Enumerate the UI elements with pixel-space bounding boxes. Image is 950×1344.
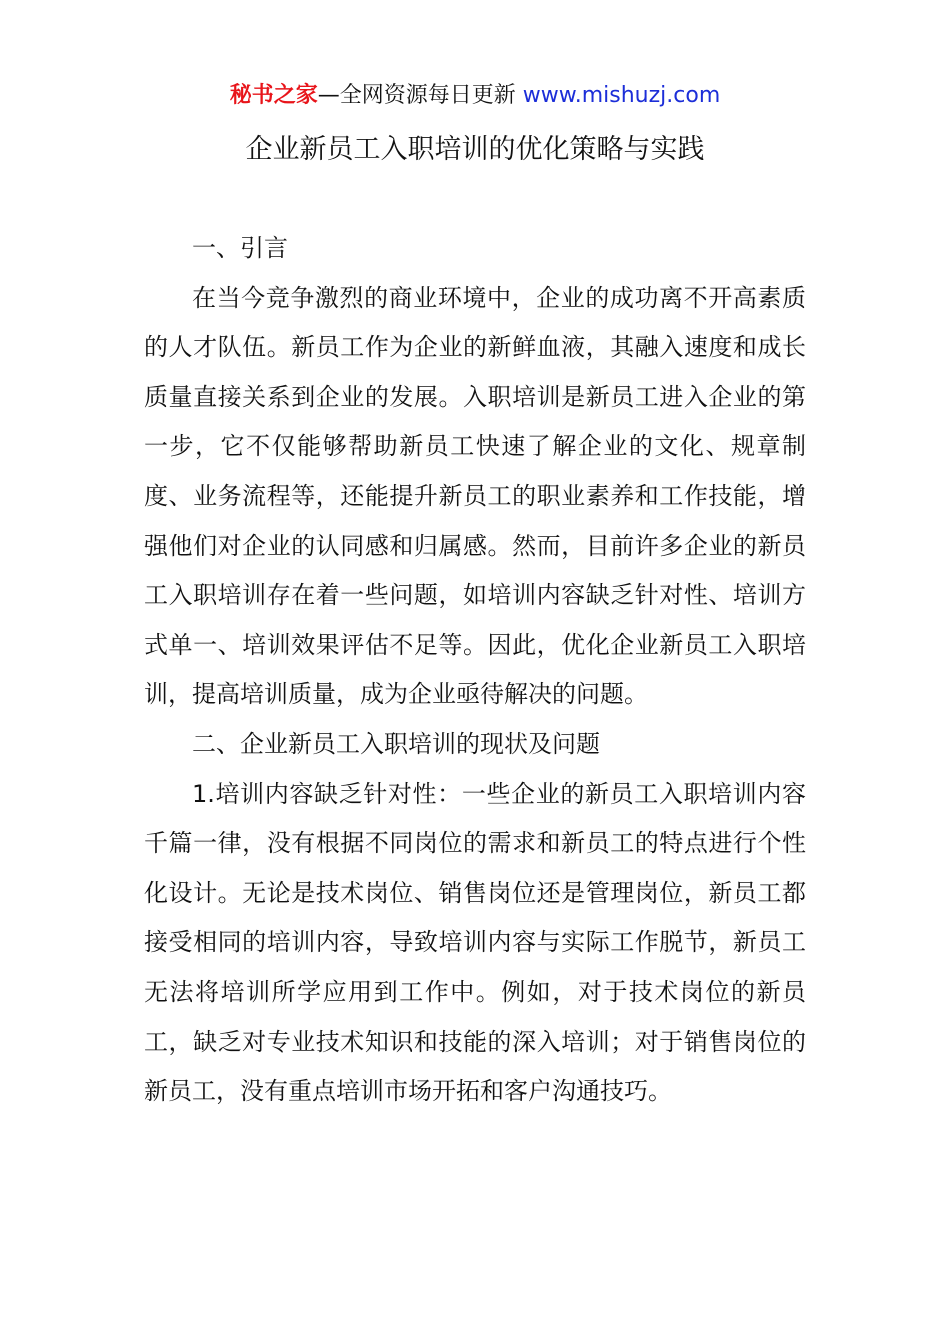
document-title: 企业新员工入职培训的优化策略与实践 (245, 134, 705, 165)
section-paragraph-status: 1.培训内容缺乏针对性：一些企业的新员工入职培训内容千篇一律，没有根据不同岗位的需求和新员工的特点进行个性化设计。无论是技术岗位、销售岗位还是管理岗位，新员工都接受相同的培训内容，导致培训内容与实际工作脱节，新员工无法将培训所学应用到工作中。例如，对于技术岗位的新员工，缺乏对专业技术知识和技能的深入培训；对于销售岗位的新员工，没有重点培训市场开拓和客户沟通技巧。 (144, 779, 806, 1106)
site-brand: 秘书之家 (229, 83, 318, 108)
section-heading-intro: 一、引言 (192, 234, 288, 262)
section-paragraph-intro: 在当今竞争激烈的商业环境中，企业的成功离不开高素质的人才队伍。新员工作为企业的新鲜血液，其融入速度和成长质量直接关系到企业的发展。入职培训是新员工进入企业的第一步，它不仅能够帮助新员工快速了解企业的文化、规章制度、业务流程等，还能提升新员工的职业素养和工作技能，增强他们对企业的认同感和归属感。然而，目前许多企业的新员工入职培训存在着一些问题，如培训内容缺乏针对性、培训方式单一、培训效果评估不足等。因此，优化企业新员工入职培训，提高培训质量，成为企业亟待解决的问题。 (144, 283, 806, 709)
section-heading-status: 二、企业新员工入职培训的现状及问题 (192, 729, 600, 758)
document-body (144, 224, 806, 1117)
site-banner (0, 80, 950, 112)
site-url: www.mishuzj.com (522, 83, 721, 108)
site-slogan: —全网资源每日更新 (317, 83, 523, 108)
